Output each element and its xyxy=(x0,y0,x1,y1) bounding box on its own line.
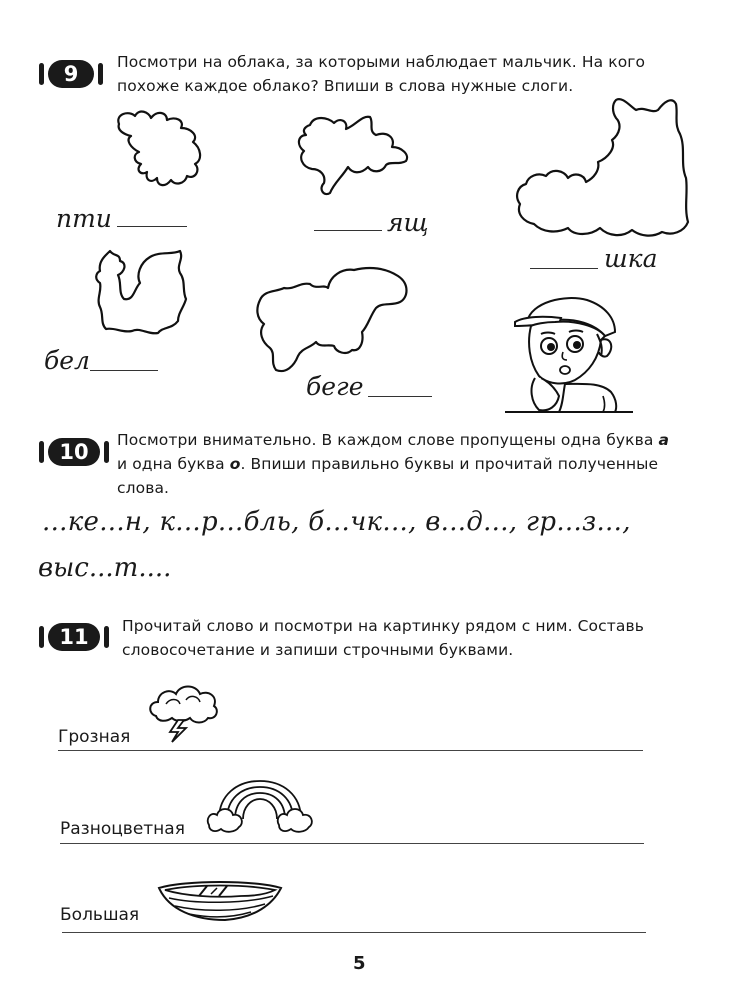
boat-icon xyxy=(155,874,285,926)
cat-cloud xyxy=(512,92,692,242)
task-9-instructions: Посмотри на облака, за которыми наблюдает мальчик. На кого похоже каждое облако? Впиши в слова нужные слоги. xyxy=(117,53,646,95)
blank-cat[interactable] xyxy=(530,268,598,269)
storm-cloud-icon xyxy=(146,682,221,744)
word-cat: шка xyxy=(604,244,658,273)
row-label-storm: Грозная xyxy=(58,727,131,747)
boy-illustration xyxy=(505,292,635,417)
bird-cloud xyxy=(105,106,210,206)
task-10-badge: 10 xyxy=(48,438,100,466)
blank-bird[interactable] xyxy=(117,226,187,227)
blank-lizard[interactable] xyxy=(314,230,382,231)
blank-squirrel[interactable] xyxy=(90,370,158,371)
task-11-badge: 11 xyxy=(48,623,100,651)
blank-hippo[interactable] xyxy=(368,396,432,397)
row-label-boat: Большая xyxy=(60,905,140,925)
task-10-instructions: Посмотри внимательно. В каждом слове пропущены одна буква а и одна буква о. Впиши правильно буквы и прочитай полученные слова. xyxy=(117,431,670,497)
task-10-words-line-1[interactable]: ...ке...н, к...р...бль, б...чк..., в...д..., гр...з..., xyxy=(42,507,631,537)
task-11-instructions: Прочитай слово и посмотри на картинку рядом с ним. Составь словосочетание и запиши строчными буквами. xyxy=(122,617,644,659)
word-lizard: ящ xyxy=(387,208,429,237)
word-bird: пти xyxy=(56,204,112,233)
task-9-badge: 9 xyxy=(48,60,94,88)
hippo-cloud xyxy=(250,262,415,382)
word-squirrel: бел xyxy=(44,346,90,375)
page-number: 5 xyxy=(353,953,366,974)
row-label-rainbow: Разноцветная xyxy=(60,819,185,839)
row-line-rainbow[interactable] xyxy=(60,843,644,844)
row-line-boat[interactable] xyxy=(62,932,646,933)
word-hippo: беге xyxy=(306,372,364,401)
task-10-words-line-2[interactable]: выс...т.... xyxy=(38,553,172,583)
squirrel-cloud xyxy=(88,245,193,340)
row-line-storm[interactable] xyxy=(58,750,643,751)
lizard-cloud xyxy=(290,103,420,203)
rainbow-icon xyxy=(205,775,315,835)
